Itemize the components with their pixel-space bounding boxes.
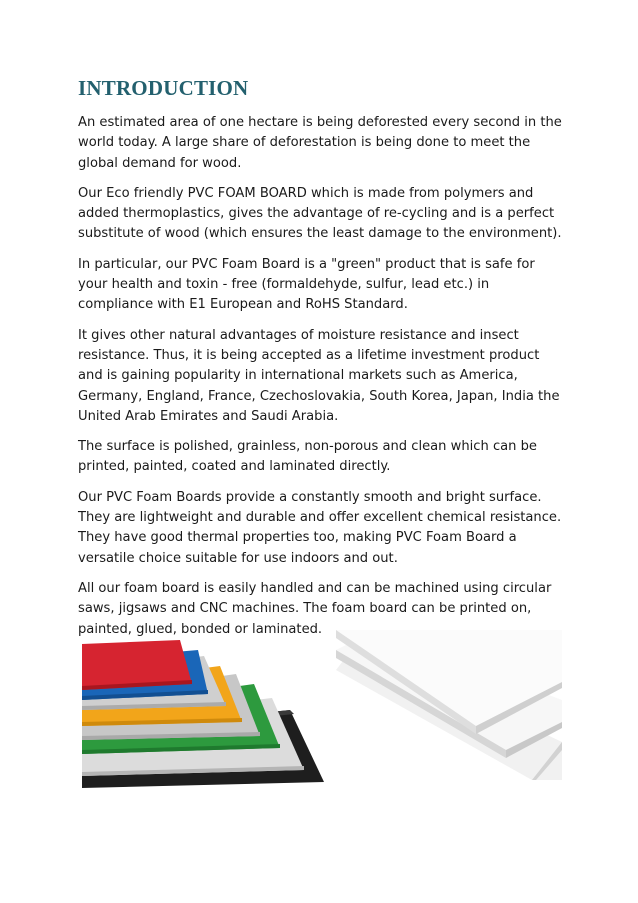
paragraph-1: An estimated area of one hectare is being deforested every second in the world today. A large share of deforestation is being done to meet the global demand for wood. bbox=[78, 115, 562, 171]
paragraph-7: All our foam board is easily handled and can be machined using circular saws, jigsaws and CNC machines. The foam board can be printed on, painted, glued, bonded or laminated. bbox=[78, 580, 552, 637]
page-title: INTRODUCTION bbox=[78, 76, 249, 100]
body-text bbox=[78, 113, 566, 650]
paragraph-5: The surface is polished, grainless, non-porous and clean which can be printed, painted, coated and laminated directly. bbox=[78, 439, 537, 475]
paragraph-3: In particular, our PVC Foam Board is a "green" product that is safe for your health and toxin - free (formaldehyde, sulfur, lead etc.) in compliance with E1 European and RoHS Standard. bbox=[78, 256, 535, 313]
colored-foam-boards-image bbox=[80, 640, 332, 790]
paragraph-4: It gives other natural advantages of moisture resistance and insect resistance. Thus, it is being accepted as a lifetime investment product and is gaining popularity in international markets such as America, Germany, England, France, Czechoslovakia, South Korea, Japan, India the United Arab Emirates and Saudi Arabia. bbox=[78, 327, 560, 424]
paragraph-2: Our Eco friendly PVC FOAM BOARD which is made from polymers and added thermoplastics, gives the advantage of re-cycling and is a perfect substitute of wood (which ensures the least damage to the environment). bbox=[78, 185, 562, 242]
paragraph-6: Our PVC Foam Boards provide a constantly smooth and bright surface. They are lightweight and durable and offer excellent chemical resistance. They have good thermal properties too, making PVC Foam Board a versatile choice suitable for use indoors and out. bbox=[78, 489, 562, 566]
white-foam-boards-image bbox=[336, 630, 562, 780]
